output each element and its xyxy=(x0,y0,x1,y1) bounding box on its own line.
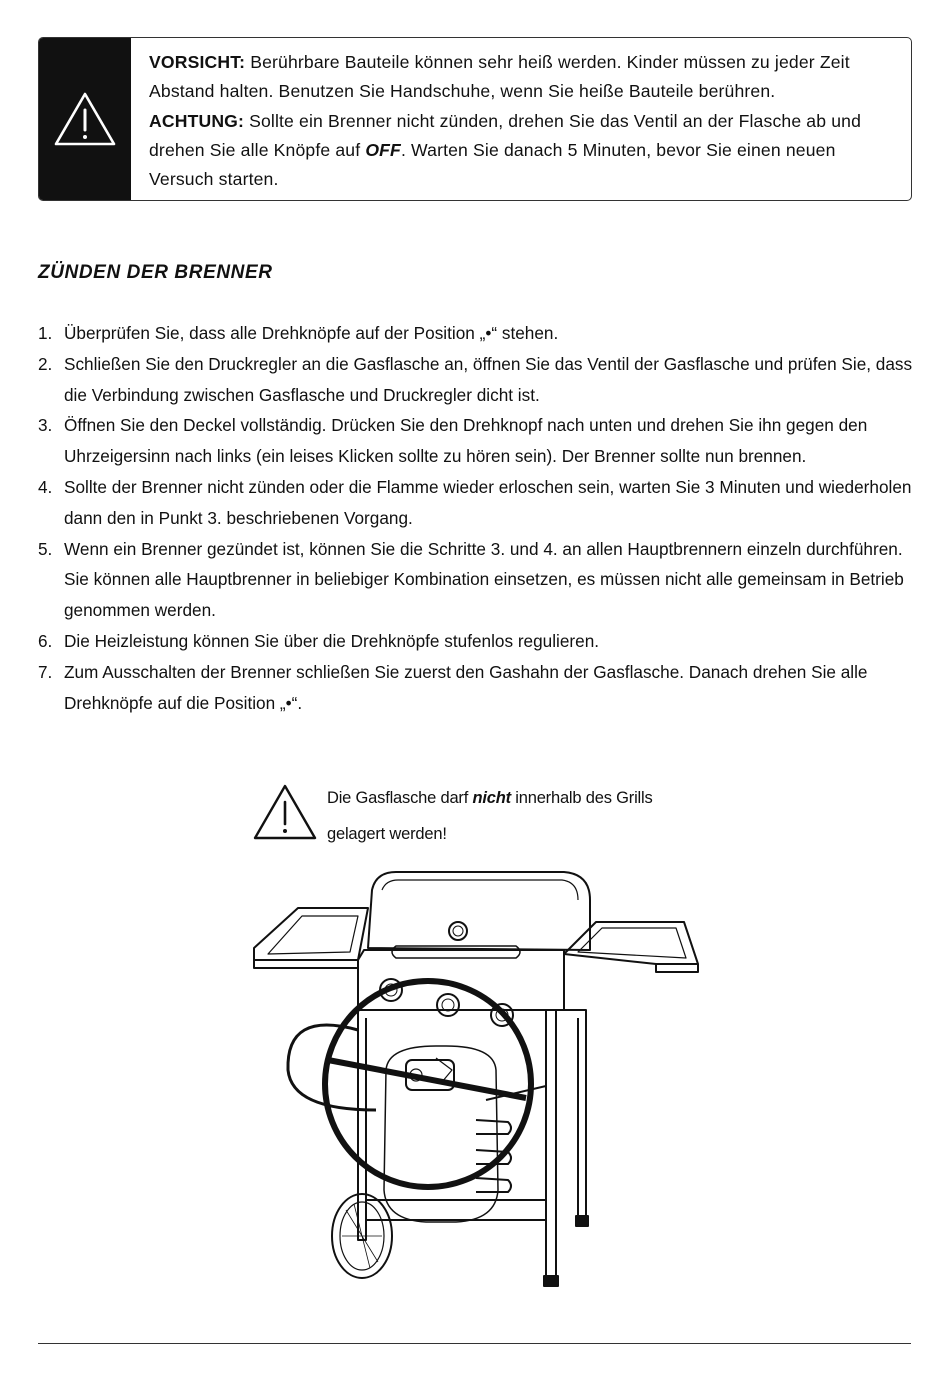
step-text: Überprüfen Sie, dass alle Drehknöpfe auf der Position „•“ stehen. xyxy=(64,323,559,343)
step-text: Sollte der Brenner nicht zünden oder die Flamme wieder erloschen sein, warten Sie 3 Minuten und wiederholen dann den in Punkt 3. beschriebenen Vorgang. xyxy=(64,476,912,528)
step-text: Öffnen Sie den Deckel vollständig. Drücken Sie den Drehknopf nach unten und drehen Sie ihn gegen den Uhrzeigersinn nach links (ein leises Klicken sollte zu hören sein). Der Brenner sollte nun brennen. xyxy=(64,415,868,467)
step-number: 6. xyxy=(38,630,53,651)
list-item xyxy=(38,626,918,657)
list-item xyxy=(38,410,918,472)
storage-note xyxy=(252,780,712,844)
step-number: 4. xyxy=(38,476,53,497)
warning-triangle-icon xyxy=(52,89,118,149)
list-item xyxy=(38,318,918,349)
gas-grill-illustration xyxy=(246,860,706,1290)
attention-text: Sollte ein Brenner nicht zünden, drehen Sie das Ventil an der Flasche ab und drehen Sie alle Knöpfe auf xyxy=(149,110,862,160)
list-item xyxy=(38,657,918,719)
step-number: 1. xyxy=(38,323,53,343)
step-number: 2. xyxy=(38,353,53,374)
off-label: OFF xyxy=(365,139,401,160)
note-emphasis: nicht xyxy=(472,789,511,807)
step-text: Zum Ausschalten der Brenner schließen Sie zuerst den Gashahn der Gasflasche. Danach drehen Sie alle Drehknöpfe auf die Position „•“. xyxy=(64,661,868,713)
step-number: 5. xyxy=(38,538,53,559)
steps-list xyxy=(38,318,918,718)
attention-text-end: . Warten Sie danach 5 Minuten, bevor Sie einen neuen Versuch starten. xyxy=(149,139,836,190)
list-item xyxy=(38,472,918,534)
section-title: ZÜNDEN DER BRENNER xyxy=(38,262,273,283)
note-text-after: innerhalb des Grills xyxy=(510,789,653,807)
attention-label: ACHTUNG: xyxy=(149,110,245,131)
step-text: Die Heizleistung können Sie über die Drehknöpfe stufenlos regulieren. xyxy=(64,630,600,651)
warning-sidebar xyxy=(39,38,131,200)
step-text: Schließen Sie den Druckregler an die Gasflasche an, öffnen Sie das Ventil der Gasflasche und prüfen Sie, dass die Verbindung zwischen Gasflasche und Druckregler dicht ist. xyxy=(64,353,913,405)
step-number: 3. xyxy=(38,415,53,436)
note-text xyxy=(327,780,653,852)
caution-label: VORSICHT: xyxy=(149,52,246,72)
list-item xyxy=(38,534,918,626)
list-item xyxy=(38,349,918,411)
caution-text: Berührbare Bauteile können sehr heiß werden. Kinder müssen zu jeder Zeit Abstand halten. Benutzen Sie Handschuhe, wenn Sie heiße Bauteile berühren. xyxy=(149,52,850,102)
step-text: Wenn ein Brenner gezündet ist, können Sie die Schritte 3. und 4. an allen Hauptbrennern einzeln durchführen. Sie können alle Hauptbrenner in beliebiger Kombination einsetzen, es müssen nicht alle gemeinsam in Betrieb genommen werden. xyxy=(64,538,904,621)
note-text-line2: gelagert werden! xyxy=(327,825,447,843)
warning-text xyxy=(131,38,911,200)
warning-triangle-icon xyxy=(252,782,318,842)
note-text-before: Die Gasflasche darf xyxy=(327,789,473,807)
warning-box xyxy=(38,37,912,201)
step-number: 7. xyxy=(38,661,53,682)
footer-rule xyxy=(38,1343,911,1344)
